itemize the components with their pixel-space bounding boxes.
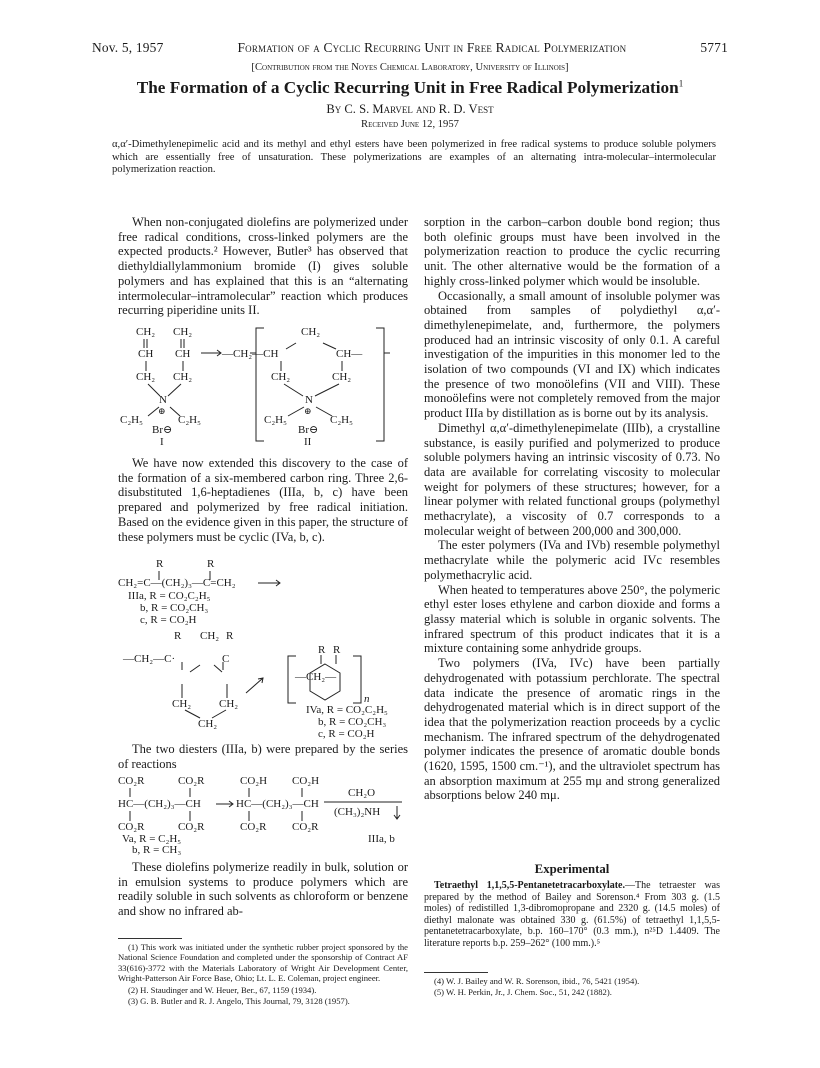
ester-group: CO₂R [292,821,319,833]
ch2-label: CH₂ [271,371,291,383]
experimental-text: —The tetraester was prepared by the method of Bailey and Sorenson.⁴ From 303 g. (1.5 moles) of redistilled 1,3-dibromopropane and 2320 g. (14.5 moles) of diethyl malonate was obtained 330 g. (61.5%) of tetraethyl 1,1,5,5-pentanetetracarboxylate, b.p. 160–170° (0.3 mm.), n²⁵D 1.4409. The literature reports b.p. 259–262° (100 mm.).⁵ [424,880,720,949]
ester-group: CO₂R [178,775,205,787]
right-col-body [424,215,720,803]
article-title [92,78,728,98]
left-col-block-1 [118,215,408,318]
acid-chain: HC—(CH₂)₃—CH [236,798,319,810]
experimental-heading: Experimental [534,862,610,876]
paragraph: sorption in the carbon–carbon double bond region; thus both olefinic groups must have been involved in the polymerization reaction to produce the cyclic recurring unit. The other alternative would be the formation of a highly cross-linked polymer which would be insoluble. [424,215,720,288]
footnote: (2) H. Staudinger and W. Heuer, Ber., 67, 1159 (1934). [128,984,317,995]
footnotes-right [424,976,720,999]
acid-group: CO₂H [240,775,268,787]
ch2-label: CH₂ [173,326,193,338]
footnote-rule [118,938,182,939]
paragraph: The two diesters (IIIa, b) were prepared by the series of reactions [118,742,408,771]
running-header [92,40,728,56]
acid-group: CO₂H [292,775,320,787]
compound-va: Va, R = C₂H₅ [122,833,182,845]
ch2-label: CH₂ [172,698,192,710]
footnote: (5) W. H. Perkin, Jr., J. Chem. Soc., 51, 242 (1882). [434,987,612,998]
ethyl-label: C₂H₅ [264,414,287,426]
ch2-label: CH₂ [332,371,352,383]
footnote: (1) This work was initiated under the synthetic rubber project sponsored by the National Science Foundation and completed under the sponsorship of Contract AF 33(616)-3772 with the Materials Laboratory of Wright Air Development Center, Wright-Patterson Air Force Base, Ohio; Lt. L. E. Coleman, project engineer. [118,942,408,984]
paragraph: Occasionally, a small amount of insoluble polymer was obtained from samples of polydiethyl α,α′-dimethylenepimelate, and, furthermore, the polymers produced had an intrinsic viscosity of only 0.1. A careful investigation of the impurities in this monomer led to the isolation of two compounds (VI and IX) which indicates the presence of two monoölefins (VII and VIII). These monoölefins were not completely removed from the major product IIIa by distillation as is borne out by its analysis. [424,288,720,421]
substituent-r: R [226,630,234,642]
ester-group: CO₂R [240,821,267,833]
structure-iii-iv [118,558,408,740]
compound-ivc: c, R = CO₂H [318,728,375,740]
substituent-r: R [156,558,164,570]
structure-i-ii [118,326,408,448]
ch-label: CH [175,348,191,360]
ch2-label: CH₂ [136,326,156,338]
ch2-label: CH₂ [301,326,321,338]
paragraph: Dimethyl α,α′-dimethylenepimelate (IIIb), a crystalline substance, is easily purified and polymerized to produce soluble polymers having an intrinsic viscosity of 0.73. No data are available for correlating viscosity to molecular weight for polymers of these structures; however, for a linear polymer with related functional groups (polymethyl methacrylate), a viscosity of 0.7 corresponds to a molecular weight of between 200,000 and 300,000. [424,420,720,538]
bromide-label: Br⊖ [152,424,173,436]
page-number: 5771 [700,40,728,55]
ch2-label: CH₂ [200,630,220,642]
monomer-formula: CH₂=C—(CH₂)₃—C=CH₂ [118,577,236,589]
compound-iva: IVa, R = CO₂C₂H₅ [306,704,388,716]
ethyl-label: C₂H₅ [120,414,143,426]
carbon-label: C [222,653,230,665]
plus-charge: ⊕ [304,406,312,416]
substituent-r: R [174,630,182,642]
compound-iiib: b, R = CO₂CH₃ [140,602,209,614]
substituent-r: R [207,558,215,570]
footnotes-left [118,942,408,1007]
paragraph: These diolefins polymerize readily in bulk, solution or in emulsion systems to produce polymers which are readily soluble in such solvents as chloroform or benzene and show no infrared ab- [118,860,408,919]
compound-iiic: c, R = CO₂H [140,614,197,626]
chain-label: —CH₂—CH [222,348,279,360]
compound-ivb: b, R = CO₂CH₃ [318,716,387,728]
substituent-r: R [318,644,326,656]
ch2-label: CH₂ [173,371,193,383]
reagent-formaldehyde: CH₂O [348,787,376,799]
received-date: Received June 12, 1957 [361,119,459,130]
ethyl-label: C₂H₅ [178,414,201,426]
experimental-paragraph [424,880,720,951]
repeat-n: n [364,693,370,705]
footnote-rule [424,972,488,973]
title-text: The Formation of a Cyclic Recurring Unit in Free Radical Polymerization [136,78,679,97]
left-col-block-3 [118,742,408,771]
byline: By C. S. Marvel and R. D. Vest [326,102,494,116]
paragraph: The ester polymers (IVa and IVb) resemble polymethyl methacrylate while the polymeric acid IVc resembles polymethacrylic acid. [424,538,720,582]
bromide-label: Br⊖ [298,424,319,436]
ch-label: CH [138,348,154,360]
compound-label-i: I [160,436,164,448]
radical-chain: —CH₂—C· [123,653,176,665]
abstract: α,α′-Dimethylenepimelic acid and its methyl and ethyl esters have been polymerized in free radical systems to produce soluble polymers which are essentially free of unsaturation. These polymerizations are examples of an alternating intra-molecular–intermolecular polymerization reaction. [112,139,716,176]
substituent-r: R [333,644,341,656]
compound-vb: b, R = CH₃ [132,844,182,856]
ethyl-label: C₂H₅ [330,414,353,426]
ester-group: CO₂R [118,821,145,833]
compound-iiia: IIIa, R = CO₂C₂H₅ [128,590,211,602]
structure-v-iii [118,775,408,857]
title-footnote-mark: 1 [678,78,684,89]
reagent-dimethylamine: (CH₃)₂NH [334,806,381,818]
ester-group: CO₂R [118,775,145,787]
paragraph: When heated to temperatures above 250°, the polymeric ethyl ester loses ethylene and carbon dioxide and forms a glassy material which is soluble in organic solvents. The infrared spectrum of this product indicates that it is a mixture containing some anhydride groups. [424,582,720,656]
ch2-label: CH₂ [198,718,218,730]
experimental-compound: Tetraethyl 1,1,5,5-Pentanetetracarboxylate. [434,880,625,891]
compound-label-ii: II [304,436,312,448]
footnote: (4) W. J. Bailey and W. R. Sorenson, ibid., 76, 5421 (1954). [434,976,640,986]
ch-label: CH— [336,348,363,360]
footnote: (3) G. B. Butler and R. J. Angelo, This Journal, 79, 3128 (1957). [128,996,350,1007]
nitrogen-label: N [159,394,167,406]
paragraph: We have now extended this discovery to the case of the formation of a six-membered carbon ring. Three 2,6-disubstituted 1,6-heptadienes (IIIa, b, c) have been prepared and polymerized by free radical initiation. Based on the evidence given in this paper, the structure of these polymers must be cyclic (IVa, b, c). [118,456,408,544]
ester-group: CO₂R [178,821,205,833]
paragraph: Two polymers (IVa, IVc) have been partially dehydrogenated with potassium perchlorate. The spectral data indicate the presence of aromatic rings in the dehydrogenated material which is in direct support of the idea that the polymerization reaction proceeds by a cyclic mechanism. The infrared spectrum of the dehydrogenated polymer indicates the presence of aromatic double bonds (1620, 1595, 1500 cm.⁻¹), and the ultraviolet spectrum has an absorption maximum at 255 mμ and strong generalized absorptions below 240 mμ. [424,656,720,803]
left-col-block-2 [118,456,408,544]
header-running-title: Formation of a Cyclic Recurring Unit in Free Radical Polymerization [237,40,627,55]
nitrogen-label: N [305,394,313,406]
polymer-ch2: —CH₂— [295,671,337,683]
header-date: Nov. 5, 1957 [92,40,164,55]
left-col-block-4 [118,860,408,919]
malonate-chain: HC—(CH₂)₃—CH [118,798,201,810]
ch2-label: CH₂ [136,371,156,383]
plus-charge: ⊕ [158,406,166,416]
ch2-label: CH₂ [219,698,239,710]
paragraph: When non-conjugated diolefins are polymerized under free radical conditions, cross-linked polymers are the expected products.² However, Butler³ has observed that diethyldiallylammonium bromide (I) gives soluble polymers and has explained that this is an “alternating intermolecular–intramolecular” reaction which produces recurring piperidine units II. [118,215,408,318]
compound-iiiab: IIIa, b [368,833,395,845]
contribution-line: [Contribution from the Noyes Chemical Laboratory, University of Illinois] [251,62,569,73]
